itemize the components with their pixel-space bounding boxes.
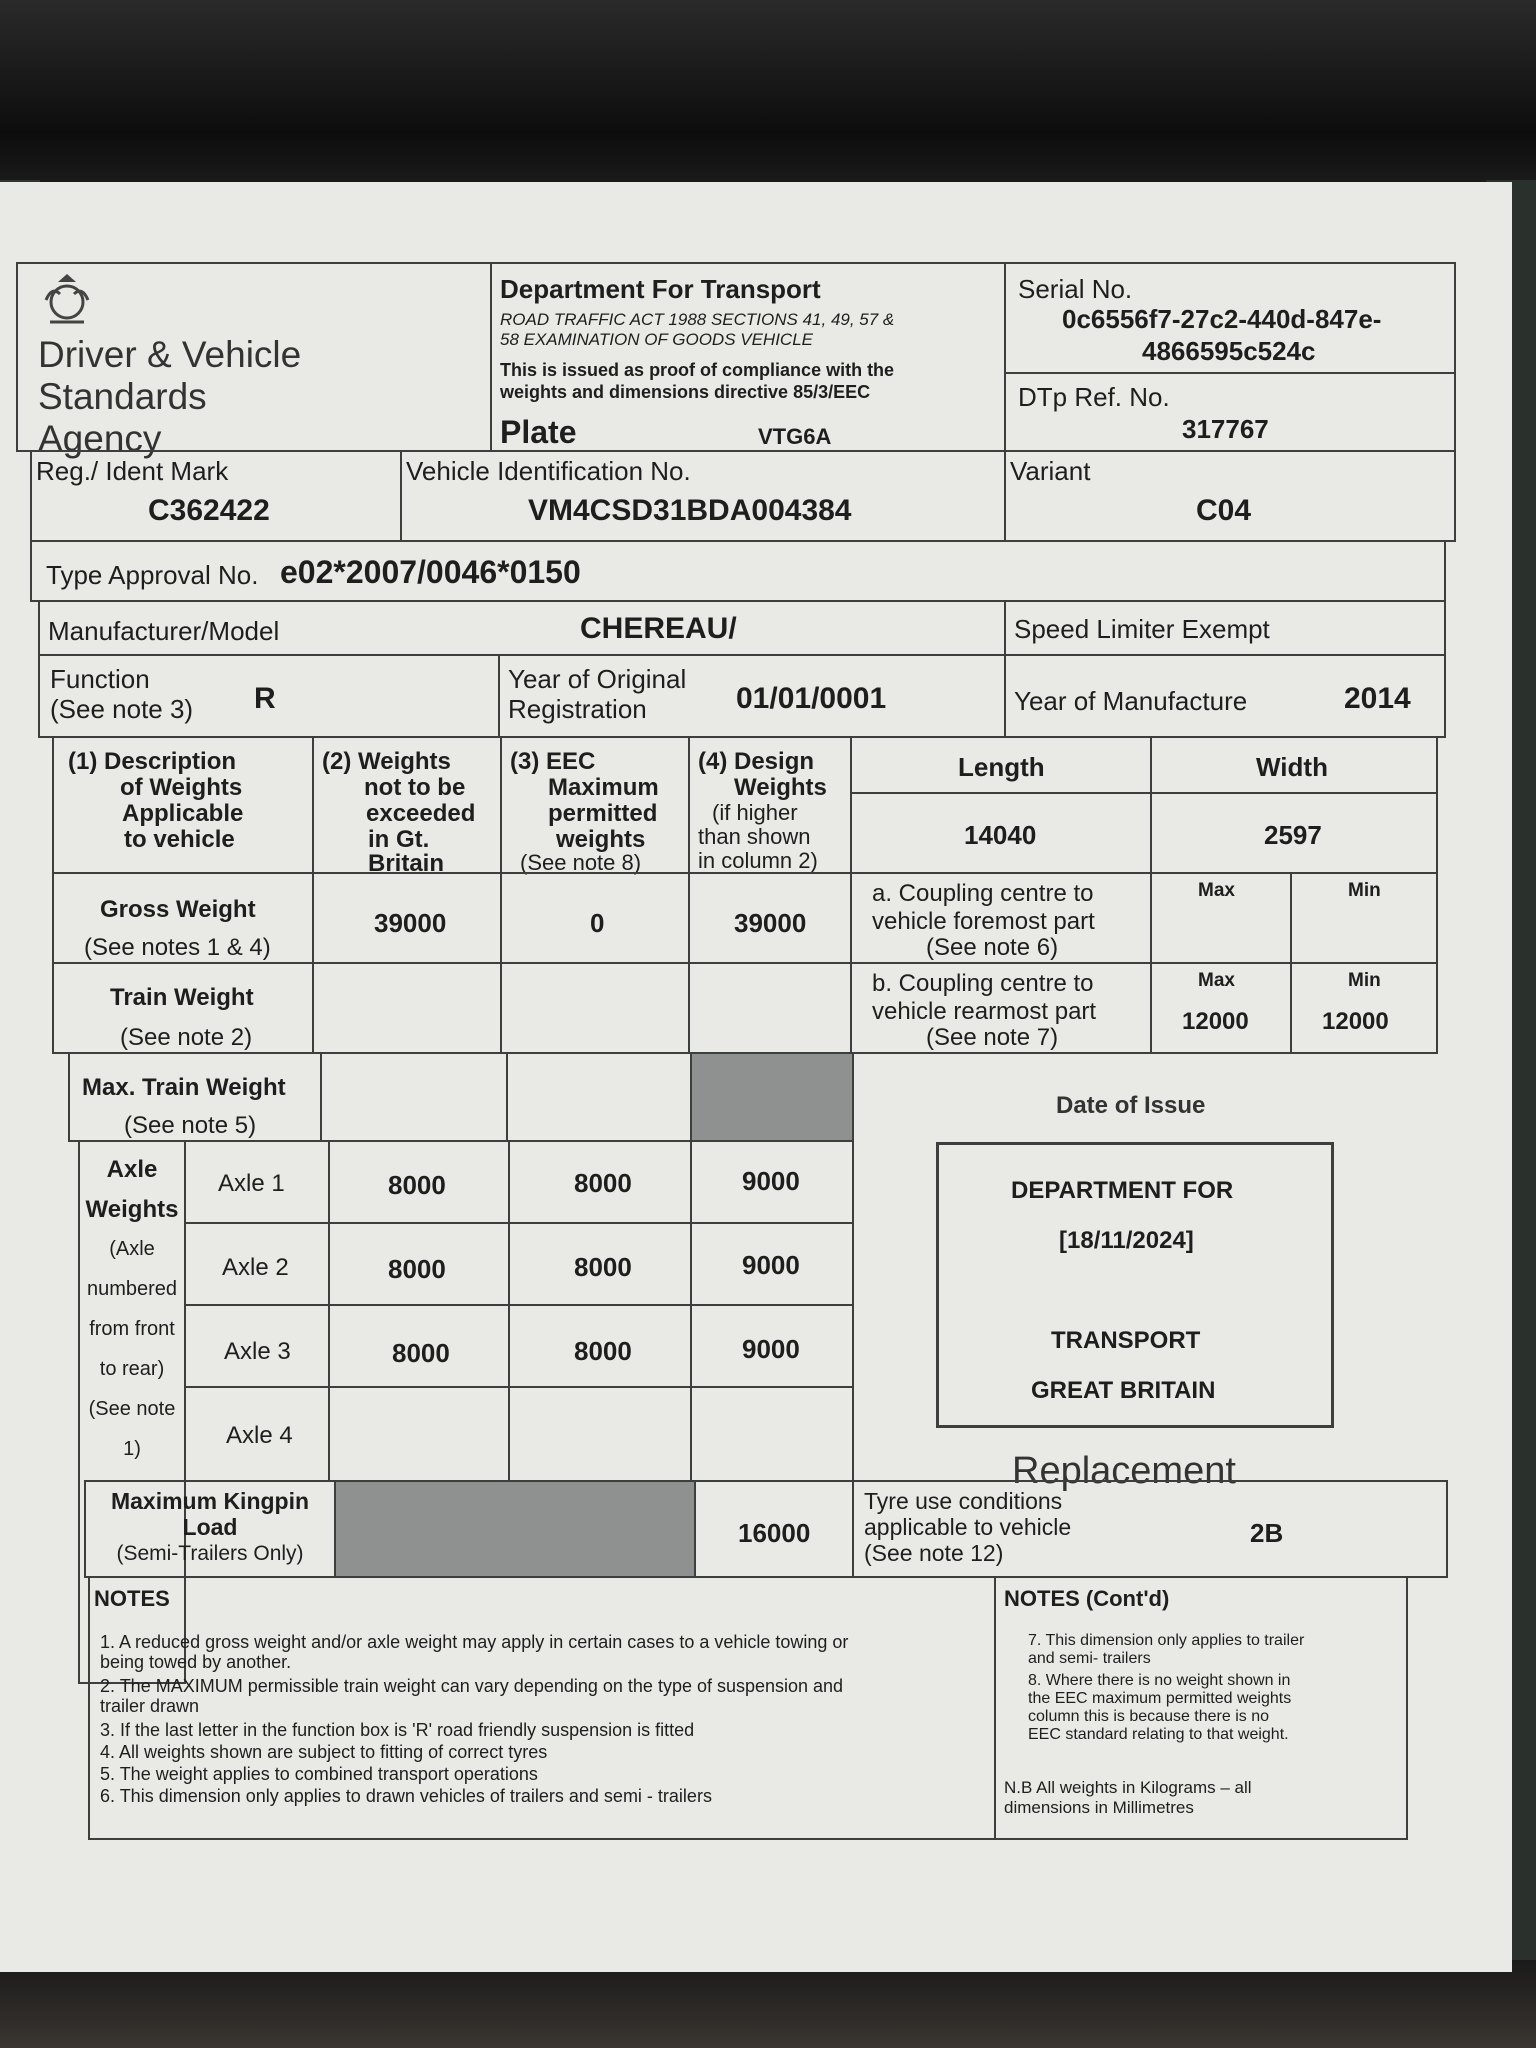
- axle-4-label: Axle 4: [226, 1422, 293, 1449]
- speed-limiter-cell: [1004, 600, 1446, 656]
- max-train-note: (See note 5): [124, 1112, 257, 1139]
- header-description-line1: (1) Description: [68, 748, 237, 775]
- serial-value-line2: 4866595c524c: [1142, 336, 1316, 366]
- note-8-cont-3: EEC standard relating to that weight.: [1028, 1726, 1289, 1743]
- header-eec-line1: (3) EEC: [510, 748, 596, 775]
- year-manufacture-label: Year of Manufacture: [1014, 686, 1248, 716]
- axle-2-design-value: 9000: [742, 1250, 800, 1280]
- train-weight-note: (See note 2): [120, 1024, 253, 1051]
- axle-group-line3: (Axle: [109, 1238, 155, 1260]
- coupling-a-max-label: Max: [1198, 880, 1235, 901]
- header-weights-gb-line4: in Gt.: [368, 826, 430, 853]
- axle-group-line6: to rear): [99, 1358, 165, 1380]
- note-4: 4. All weights shown are subject to fitting of correct tyres: [100, 1742, 548, 1762]
- year-registration-label-1: Year of Original: [508, 664, 687, 694]
- axle-4-label-cell: [184, 1386, 330, 1482]
- gross-weight-note: (See notes 1 & 4): [84, 934, 271, 961]
- max-train-label: Max. Train Weight: [82, 1074, 286, 1101]
- axle-2-eec-value: 8000: [574, 1252, 632, 1282]
- vin-value: VM4CSD31BDA004384: [528, 494, 852, 527]
- axle-group-line2: Weights: [85, 1196, 179, 1223]
- kingpin-shaded: [334, 1480, 696, 1578]
- agency-name-line1: Driver & Vehicle: [38, 334, 302, 375]
- function-cell: [38, 654, 500, 738]
- nb-line-2: dimensions in Millimetres: [1004, 1798, 1194, 1817]
- gross-weight-eec-value: 0: [590, 908, 605, 938]
- manufacturer-value: CHEREAU/: [580, 612, 737, 645]
- vehicle-plate: [0, 182, 1512, 1972]
- agency-name-line3: Agency: [38, 418, 162, 459]
- vin-cell: [400, 450, 1006, 542]
- axle-1-gb-value: 8000: [388, 1170, 446, 1200]
- max-train-label-cell: [68, 1052, 322, 1142]
- year-manufacture-cell: [1004, 654, 1446, 738]
- coupling-b-max: [1150, 962, 1292, 1054]
- note-7: 7. This dimension only applies to trailer: [1028, 1632, 1305, 1649]
- dtp-value: 317767: [1182, 414, 1269, 444]
- axle-2-design: [690, 1222, 854, 1306]
- tyre-conditions-cell: [852, 1480, 1448, 1578]
- header-eec-line2: Maximum: [548, 774, 659, 801]
- stamp-date: [18/11/2024]: [1059, 1227, 1194, 1254]
- axle-1-design: [690, 1140, 854, 1224]
- variant-label: Variant: [1010, 456, 1091, 486]
- function-label-1: Function: [50, 664, 150, 694]
- width-value-cell: [1150, 792, 1438, 874]
- train-weight-design: [688, 962, 852, 1054]
- tyre-label-line3: (See note 12): [864, 1540, 1004, 1566]
- header-weights-gb-line5: Britain: [368, 850, 445, 877]
- variant-value: C04: [1196, 494, 1252, 527]
- header-description-line4: to vehicle: [124, 826, 235, 853]
- reg-label: Reg./ Ident Mark: [36, 456, 229, 486]
- axle-2-gb-value: 8000: [388, 1254, 446, 1284]
- kingpin-value: 16000: [738, 1518, 811, 1548]
- length-label: Length: [958, 752, 1045, 782]
- vin-label: Vehicle Identification No.: [406, 456, 691, 486]
- notes-title: NOTES: [94, 1586, 170, 1611]
- proof-line-1: This is issued as proof of compliance with the: [500, 360, 895, 380]
- axle-group-line5: from front: [89, 1318, 175, 1340]
- stamp-line2: TRANSPORT: [1051, 1327, 1201, 1354]
- header-eec-line3: permitted: [548, 800, 658, 827]
- stamp-line3: GREAT BRITAIN: [1031, 1377, 1216, 1404]
- note-2: 2. The MAXIMUM permissible train weight can vary depending on the type of suspension and: [100, 1676, 844, 1696]
- coupling-a-cell: [850, 872, 1152, 964]
- axle-3-gb: [328, 1304, 510, 1388]
- axle-3-eec-value: 8000: [574, 1336, 632, 1366]
- gross-weight-design-value: 39000: [734, 908, 807, 938]
- notes-cont-title: NOTES (Cont'd): [1004, 1586, 1170, 1611]
- date-of-issue-label: Date of Issue: [1056, 1092, 1206, 1119]
- reg-value: C362422: [148, 494, 270, 527]
- width-header: [1150, 736, 1438, 794]
- notes-box: [88, 1576, 996, 1840]
- coupling-b-min: [1290, 962, 1438, 1054]
- header-weights-gb: [312, 736, 502, 877]
- axle-1-design-value: 9000: [742, 1166, 800, 1196]
- agency-name-line2: Standards: [38, 376, 207, 417]
- dtp-block: [1004, 372, 1456, 452]
- width-value: 2597: [1264, 820, 1322, 850]
- note-7-cont: and semi- trailers: [1028, 1650, 1151, 1667]
- serial-value-line1: 0c6556f7-27c2-440d-847e-: [1062, 304, 1382, 334]
- kingpin-label-cell: [84, 1480, 336, 1578]
- gross-weight-gb-value: 39000: [374, 908, 447, 938]
- kingpin-label-line3: (Semi-Trailers Only): [116, 1542, 304, 1565]
- note-6: 6. This dimension only applies to drawn vehicles of trailers and semi - trailers: [100, 1786, 712, 1806]
- axle-3-label-cell: [184, 1304, 330, 1388]
- function-value: R: [254, 682, 276, 715]
- kingpin-label-line2: Load: [182, 1514, 238, 1540]
- header-description-line3: Applicable: [122, 800, 244, 827]
- axle-3-eec: [508, 1304, 692, 1388]
- variant-cell: [1004, 450, 1456, 542]
- tyre-label-line1: Tyre use conditions: [864, 1488, 1063, 1514]
- header-eec-line4: weights: [556, 826, 646, 853]
- agency-block: [16, 262, 492, 459]
- kingpin-design: [694, 1480, 854, 1578]
- gross-weight-label: Gross Weight: [100, 896, 256, 923]
- train-weight-gb: [312, 962, 502, 1054]
- width-label: Width: [1256, 752, 1328, 782]
- serial-label: Serial No.: [1018, 274, 1133, 304]
- note-8: 8. Where there is no weight shown in: [1028, 1672, 1291, 1689]
- gross-weight-label-cell: [52, 872, 314, 964]
- axle-4-gb: [328, 1386, 510, 1482]
- axle-1-gb: [328, 1140, 510, 1224]
- axle-2-label: Axle 2: [222, 1254, 289, 1281]
- header-design-line3: (if higher: [712, 800, 798, 825]
- coupling-b-cell: [850, 962, 1152, 1054]
- header-weights-gb-line1: (2) Weights: [322, 748, 451, 775]
- act-line-2: 58 EXAMINATION OF GOODS VEHICLE: [500, 330, 813, 349]
- royal-crest-icon: [36, 270, 98, 328]
- axle-1-label-cell: [184, 1140, 330, 1224]
- note-1-cont: being towed by another.: [100, 1652, 292, 1672]
- note-1: 1. A reduced gross weight and/or axle weight may apply in certain cases to a vehicle towing or: [100, 1632, 849, 1652]
- coupling-a-max: [1150, 872, 1292, 964]
- length-value: 14040: [964, 820, 1037, 850]
- manufacturer-label: Manufacturer/Model: [48, 616, 280, 646]
- act-line-1: ROAD TRAFFIC ACT 1988 SECTIONS 41, 49, 57 &: [500, 310, 895, 329]
- gross-weight-gb: [312, 872, 502, 964]
- coupling-b-max-label: Max: [1198, 970, 1235, 991]
- axle-3-design: [690, 1304, 854, 1388]
- train-weight-label-cell: [52, 962, 314, 1054]
- frame-bottom: [0, 1960, 1536, 2048]
- note-3: 3. If the last letter in the function box is 'R' road friendly suspension is fitted: [100, 1720, 695, 1740]
- issue-stamp: [936, 1142, 1334, 1428]
- axle-3-gb-value: 8000: [392, 1338, 450, 1368]
- frame-top: [0, 0, 1536, 190]
- coupling-b-max-value: 12000: [1182, 1008, 1249, 1035]
- year-registration-value: 01/01/0001: [736, 682, 887, 715]
- note-5: 5. The weight applies to combined transport operations: [100, 1764, 538, 1784]
- year-manufacture-value: 2014: [1344, 682, 1411, 715]
- dtp-label: DTp Ref. No.: [1018, 382, 1170, 412]
- axle-4-design: [690, 1386, 854, 1482]
- header-design: [688, 736, 852, 874]
- note-2-cont: trailer drawn: [100, 1696, 200, 1716]
- type-approval-label: Type Approval No.: [46, 560, 259, 590]
- length-value-cell: [850, 792, 1152, 874]
- axle-3-label: Axle 3: [224, 1338, 291, 1365]
- coupling-b-line2: vehicle rearmost part: [872, 998, 1097, 1025]
- note-8-cont-1: the EEC maximum permitted weights: [1028, 1690, 1292, 1707]
- reg-cell: [30, 450, 402, 542]
- coupling-a-line3: (See note 6): [926, 934, 1059, 961]
- axle-group-line8: 1): [123, 1438, 141, 1460]
- kingpin-label-line1: Maximum Kingpin: [110, 1488, 310, 1514]
- serial-block: [1004, 262, 1456, 374]
- axle-1-label: Axle 1: [218, 1170, 285, 1197]
- axle-group-line4: numbered: [86, 1278, 178, 1300]
- stamp-line1: DEPARTMENT FOR: [1011, 1177, 1234, 1204]
- department-title: Department For Transport: [500, 274, 821, 304]
- gross-weight-design: [688, 872, 852, 964]
- notes-cont-box: [994, 1576, 1408, 1840]
- max-train-design-shaded: [690, 1052, 854, 1142]
- axle-2-eec: [508, 1222, 692, 1306]
- tyre-value: 2B: [1250, 1518, 1284, 1548]
- department-block: [490, 262, 1006, 452]
- manufacturer-cell: [38, 600, 1006, 656]
- plate-code: VTG6A: [758, 424, 832, 449]
- length-header: [850, 736, 1152, 794]
- year-registration-cell: [498, 654, 1006, 738]
- axle-3-design-value: 9000: [742, 1334, 800, 1364]
- axle-group-line1: Axle: [106, 1156, 158, 1183]
- coupling-b-min-value: 12000: [1322, 1008, 1389, 1035]
- max-train-eec: [506, 1052, 692, 1142]
- train-weight-label: Train Weight: [110, 984, 254, 1011]
- axle-1-eec-value: 8000: [574, 1168, 632, 1198]
- coupling-b-line3: (See note 7): [926, 1024, 1059, 1051]
- nb-line-1: N.B All weights in Kilograms – all: [1004, 1778, 1252, 1797]
- speed-limiter-label: Speed Limiter Exempt: [1014, 614, 1270, 644]
- coupling-b-min-label: Min: [1348, 970, 1381, 991]
- header-weights-gb-line3: exceeded: [366, 800, 476, 827]
- coupling-a-min: [1290, 872, 1438, 964]
- plate-label: Plate: [500, 414, 577, 450]
- note-8-cont-2: column this is because there is no: [1028, 1708, 1270, 1725]
- header-design-line1: (4) Design: [698, 748, 815, 775]
- header-design-line4: than shown: [698, 824, 811, 849]
- header-design-line5: in column 2): [698, 848, 818, 873]
- header-description: [52, 736, 314, 874]
- coupling-a-line2: vehicle foremost part: [872, 908, 1095, 935]
- train-weight-eec: [500, 962, 690, 1054]
- tyre-label-line2: applicable to vehicle: [864, 1514, 1072, 1540]
- max-train-gb: [320, 1052, 508, 1142]
- axle-group-line7: (See note: [88, 1398, 176, 1420]
- coupling-b-line1: b. Coupling centre to: [872, 970, 1094, 997]
- axle-2-gb: [328, 1222, 510, 1306]
- axle-2-label-cell: [184, 1222, 330, 1306]
- axle-1-eec: [508, 1140, 692, 1224]
- type-approval-value: e02*2007/0046*0150: [280, 554, 581, 590]
- header-weights-gb-line2: not to be: [364, 774, 466, 801]
- header-eec-line5: (See note 8): [520, 850, 642, 875]
- gross-weight-eec: [500, 872, 690, 964]
- axle-4-eec: [508, 1386, 692, 1482]
- proof-line-2: weights and dimensions directive 85/3/EEC: [500, 382, 871, 402]
- header-eec: [500, 736, 690, 874]
- type-approval-cell: [30, 540, 1446, 602]
- header-description-line2: of Weights: [120, 774, 243, 801]
- coupling-a-min-label: Min: [1348, 880, 1381, 901]
- header-design-line2: Weights: [734, 774, 827, 801]
- replacement-label: Replacement: [1012, 1450, 1236, 1492]
- year-registration-label-2: Registration: [508, 694, 647, 724]
- coupling-a-line1: a. Coupling centre to: [872, 880, 1094, 907]
- function-label-2: (See note 3): [50, 694, 194, 724]
